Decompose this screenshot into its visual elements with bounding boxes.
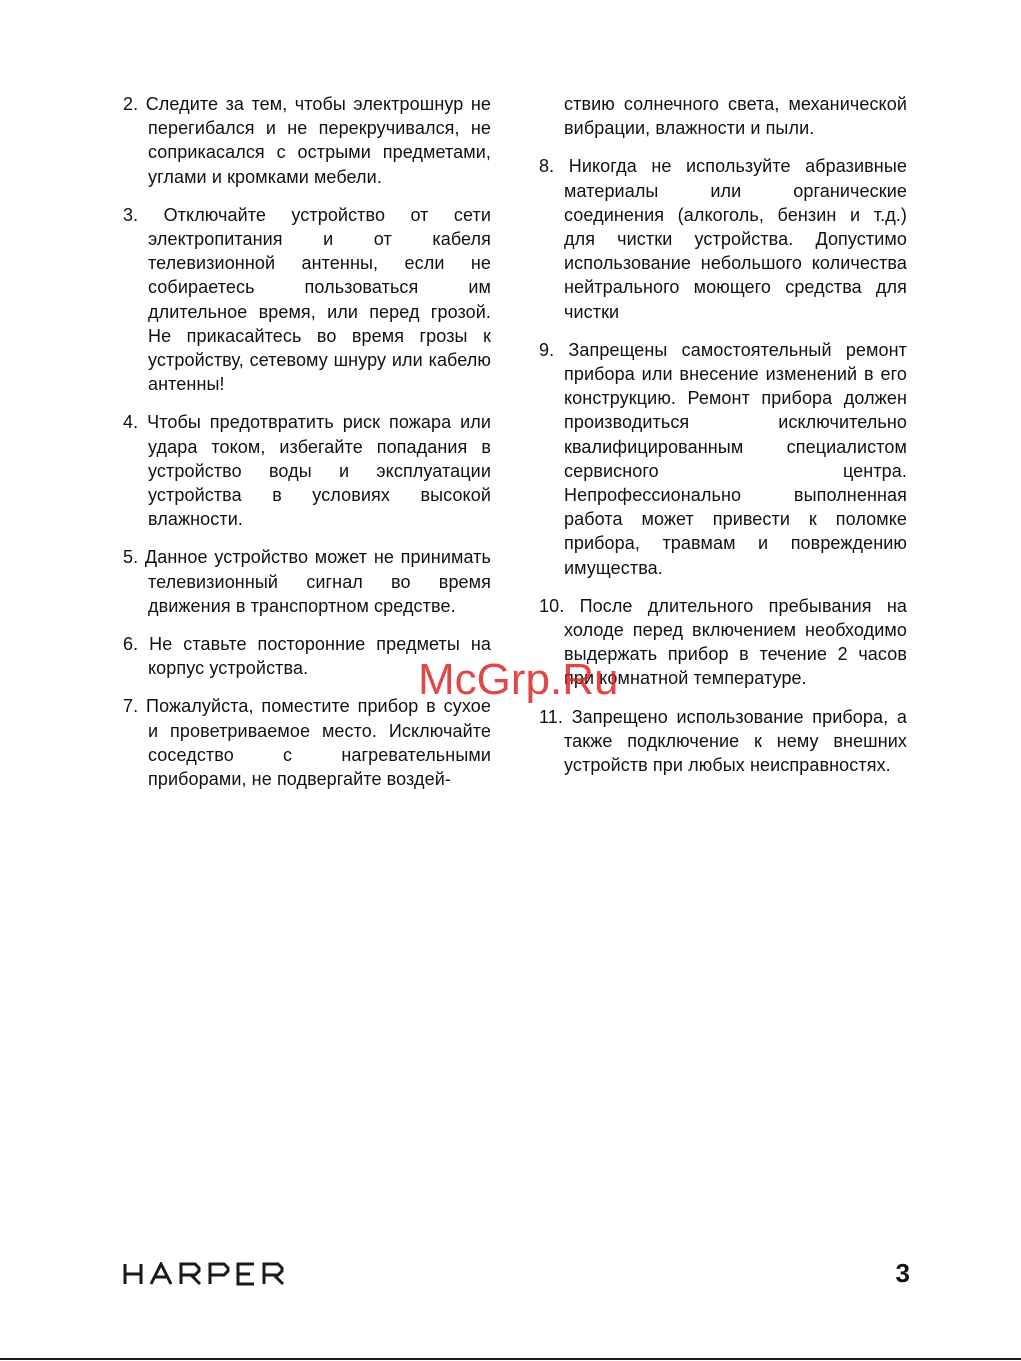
list-item-5 — [123, 545, 491, 618]
item-text: Следите за тем, чтобы электрошнур не перегибался и не перекручивался, не соприкасался с острыми предметами, углами и кромками мебели. — [145, 94, 491, 187]
item-text: Пожалуйста, поместите прибор в сухое и проветриваемое место. Исключайте соседство с нагревательными приборами, не подвергайте воздей- — [146, 696, 491, 790]
list-item-8 — [539, 154, 907, 323]
item-number: 2. — [123, 94, 139, 114]
item-number: 6. — [123, 634, 139, 655]
item-7-continuation: ствию солнечного света, механической вибрации, влажности и пыли. — [564, 94, 907, 139]
item-text: Чтобы предотвратить риск пожара или удара током, избегайте попадания в устройство воды и эксплуатации устройства в условиях высокой влажности. — [147, 412, 491, 530]
item-text: После длительного пребывания на холоде перед включением необходимо выдержать прибор в течение 2 часов при комнатной температуре. — [564, 595, 907, 689]
item-number: 4. — [123, 412, 139, 433]
item-number: 8. — [539, 156, 555, 177]
harper-logo — [123, 1262, 285, 1286]
item-text: Не ставьте посторонние предметы на корпус устройства. — [148, 634, 491, 679]
page-number: 3 — [895, 1258, 910, 1288]
item-number: 9. — [539, 339, 555, 360]
list-item-2 — [123, 92, 491, 189]
item-number: 5. — [123, 547, 139, 568]
item-text: Запрещено использование прибора, а также подключение к нему внешних устройств при любых неисправностях. — [564, 706, 907, 776]
bottom-divider — [0, 1358, 1021, 1360]
item-text: Данное устройство может не принимать телевизионный сигнал во время движения в транспортном средстве. — [144, 547, 491, 616]
item-text: Отключайте устройство от сети электропитания и от кабеля телевизионной антенны, если не собираетесь пользоваться им длительное время, или перед грозой. Не прикасайтесь во время грозы к устройству, сетевому шнуру или кабелю антенны! — [148, 204, 491, 395]
watermark: McGrp.Ru — [418, 655, 619, 704]
item-number: 3. — [123, 204, 139, 225]
item-number: 7. — [123, 696, 139, 717]
list-item-11 — [539, 705, 907, 778]
item-text: Никогда не используйте абразивные материалы или органические соединения (алкоголь, бензин и т.д.) для чистки устройства. Допустимо использование небольшого количества нейтрального моющего средства для чистки — [564, 156, 907, 322]
item-text: Запрещены самостоятельный ремонт прибора или внесение изменений в его конструкцию. Ремонт прибора должен производиться исключительно квалифицированным специалистом сервисного центра. Непрофессионально выполненная работа может привести к поломке прибора, травмам и повреждению имущества. — [564, 339, 908, 578]
item-number: 10. — [539, 595, 565, 616]
item-number: 11. — [539, 706, 563, 727]
list-item-9 — [539, 338, 907, 580]
list-item-3 — [123, 203, 491, 397]
list-item-7 — [123, 694, 491, 791]
list-item-4 — [123, 410, 491, 531]
